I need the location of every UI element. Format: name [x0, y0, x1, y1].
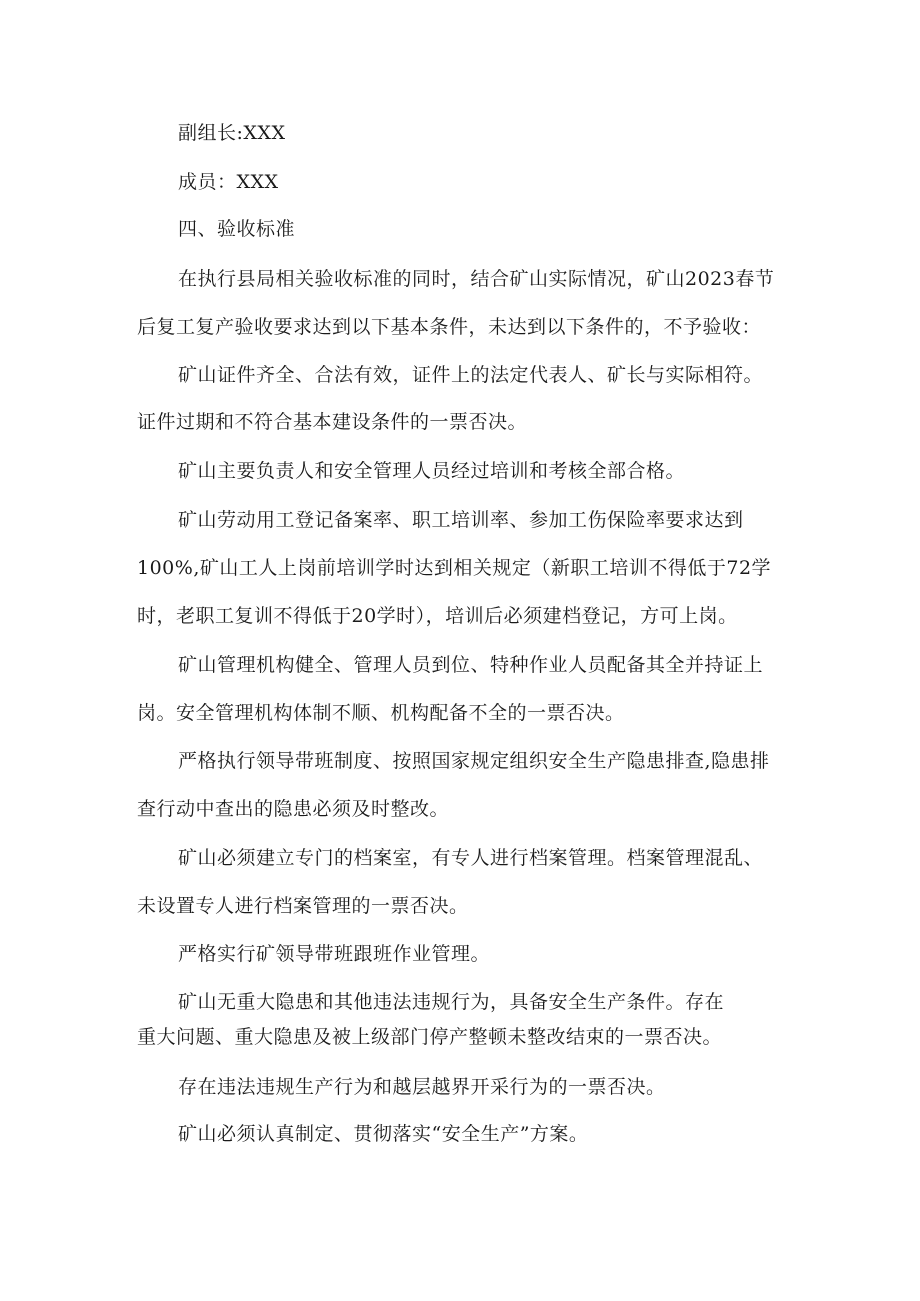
- deputy-leader-line: 副组长:XXX: [178, 122, 286, 144]
- paragraph-line: 重大问题、重大隐患及被上级部门停产整顿未整改结束的一票否决。: [137, 1026, 723, 1048]
- paragraph-line: 严格执行领导带班制度、按照国家规定组织安全生产隐患排查,隐患排: [178, 750, 770, 772]
- paragraph-line: 严格实行矿领导带班跟班作业管理。: [178, 943, 491, 965]
- paragraph-line: 存在违法违规生产行为和越层越界开采行为的一票否决。: [178, 1076, 666, 1098]
- paragraph-line: 证件过期和不符合基本建设条件的一票否决。: [137, 411, 528, 433]
- paragraph-line: 矿山证件齐全、合法有效，证件上的法定代表人、矿长与实际相符。: [178, 364, 764, 386]
- paragraph-line: 在执行县局相关验收标准的同时，结合矿山实际情况，矿山2023春节: [178, 268, 775, 290]
- paragraph-line: 查行动中查出的隐患必须及时整改。: [137, 798, 450, 820]
- paragraph-line: 时，老职工复训不得低于20学时），培训后必须建档登记，方可上岗。: [137, 605, 738, 627]
- paragraph-line: 未设置专人进行档案管理的一票否决。: [137, 895, 469, 917]
- members-line: 成员：XXX: [178, 171, 279, 193]
- paragraph-line: 100%,矿山工人上岗前培训学时达到相关规定（新职工培训不得低于72学: [137, 557, 772, 579]
- paragraph-line: 矿山管理机构健全、管理人员到位、特种作业人员配备其全并持证上: [178, 654, 764, 676]
- paragraph-line: 矿山主要负责人和安全管理人员经过培训和考核全部合格。: [178, 460, 686, 482]
- paragraph-line: 矿山必须建立专门的档案室，有专人进行档案管理。档案管理混乱、: [178, 847, 764, 869]
- paragraph-line: 矿山劳动用工登记备案率、职工培训率、参加工伤保险率要求达到: [178, 509, 744, 531]
- paragraph-line: 岗。安全管理机构体制不顺、机构配备不全的一票否决。: [137, 702, 625, 724]
- paragraph-line: 矿山必须认真制定、贯彻落实“安全生产”方案。: [178, 1123, 589, 1145]
- paragraph-line: 矿山无重大隐患和其他违法违规行为，具备安全生产条件。存在: [178, 991, 725, 1013]
- paragraph-line: 后复工复产验收要求达到以下基本条件，未达到以下条件的，不予验收：: [137, 316, 762, 338]
- section-heading: 四、验收标准: [178, 218, 296, 240]
